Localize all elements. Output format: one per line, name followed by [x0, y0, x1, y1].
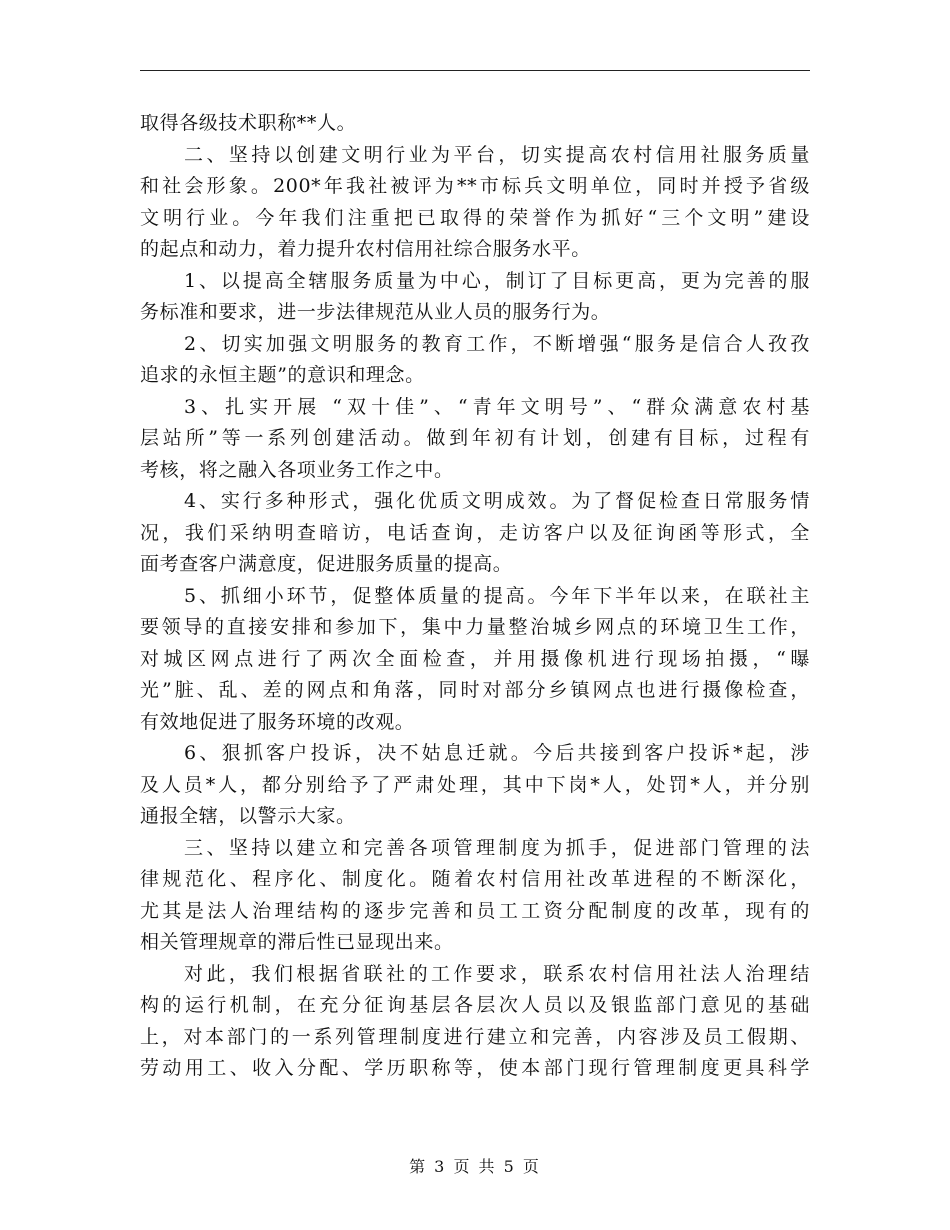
text-line: 尤其是法人治理结构的逐步完善和员工工资分配制度的改革，现有的 — [140, 899, 810, 922]
document-body — [140, 108, 810, 1085]
text-line: 6、狠抓客户投诉，决不姑息迁就。今后共接到客户投诉*起，涉 — [184, 742, 810, 764]
text-line: 5、抓细小环节，促整体质量的提高。今年下半年以来，在联社主 — [184, 584, 810, 607]
text-line: 追求的永恒主题”的意识和理念。 — [140, 364, 425, 386]
text-line: 务标准和要求，进一步法律规范从业人员的服务行为。 — [140, 301, 611, 323]
text-line: 劳动用工、收入分配、学历职称等，使本部门现行管理制度更具科学 — [140, 1057, 810, 1079]
text-line: 二、坚持以创建文明行业为平台，切实提高农村信用社服务质量 — [184, 143, 810, 166]
text-line: 要领导的直接安排和参加下，集中力量整治城乡网点的环境卫生工作， — [140, 616, 810, 638]
text-line: 况，我们采纳明查暗访，电话查询，走访客户以及征询函等形式，全 — [140, 521, 810, 544]
text-line: 的起点和动力，着力提升农村信用社综合服务水平。 — [140, 238, 591, 260]
text-line: 4、实行多种形式，强化优质文明成效。为了督促检查日常服务情 — [184, 490, 810, 512]
text-line: 对城区网点进行了两次全面检查，并用摄像机进行现场拍摄，“曝 — [140, 647, 810, 670]
text-line: 3、扎实开展 “双十佳”、“青年文明号”、“群众满意农村基 — [184, 395, 810, 418]
text-line: 光”脏、乱、差的网点和角落，同时对部分乡镇网点也进行摄像检查， — [140, 679, 810, 701]
text-line: 相关管理规章的滞后性已显现出来。 — [140, 931, 454, 953]
text-line: 1、以提高全辖服务质量为中心，制订了目标更高，更为完善的服 — [184, 269, 810, 292]
text-line: 和社会形象。200*年我社被评为**市标兵文明单位，同时并授予省级 — [140, 175, 810, 197]
text-line: 上，对本部门的一系列管理制度进行建立和完善，内容涉及员工假期、 — [140, 1025, 810, 1048]
text-line: 文明行业。今年我们注重把已取得的荣誉作为抓好“三个文明”建设 — [140, 206, 810, 229]
text-line: 及人员*人，都分别给予了严肃处理，其中下岗*人，处罚*人，并分别 — [140, 773, 810, 796]
text-line: 考核，将之融入各项业务工作之中。 — [140, 458, 454, 481]
text-line: 取得各级技术职称**人。 — [140, 112, 357, 134]
text-line: 层站所”等一系列创建活动。做到年初有计划，创建有目标，过程有 — [140, 427, 810, 449]
text-line: 对此，我们根据省联社的工作要求，联系农村信用社法人治理结 — [184, 962, 810, 985]
text-line: 构的运行机制，在充分征询基层各层次人员以及银监部门意见的基础 — [140, 994, 810, 1016]
text-line: 律规范化、程序化、制度化。随着农村信用社改革进程的不断深化， — [140, 868, 810, 890]
text-line: 通报全辖，以警示大家。 — [140, 805, 356, 827]
text-line: 面考查客户满意度，促进服务质量的提高。 — [140, 553, 513, 575]
text-line: 三、坚持以建立和完善各项管理制度为抓手，促进部门管理的法 — [184, 836, 810, 859]
header-rule — [140, 70, 810, 71]
text-line: 2、切实加强文明服务的教育工作，不断增强“服务是信合人孜孜 — [184, 332, 810, 355]
text-line: 有效地促进了服务环境的改观。 — [140, 710, 415, 733]
page-number: 第 3 页 共 5 页 — [409, 1157, 541, 1176]
